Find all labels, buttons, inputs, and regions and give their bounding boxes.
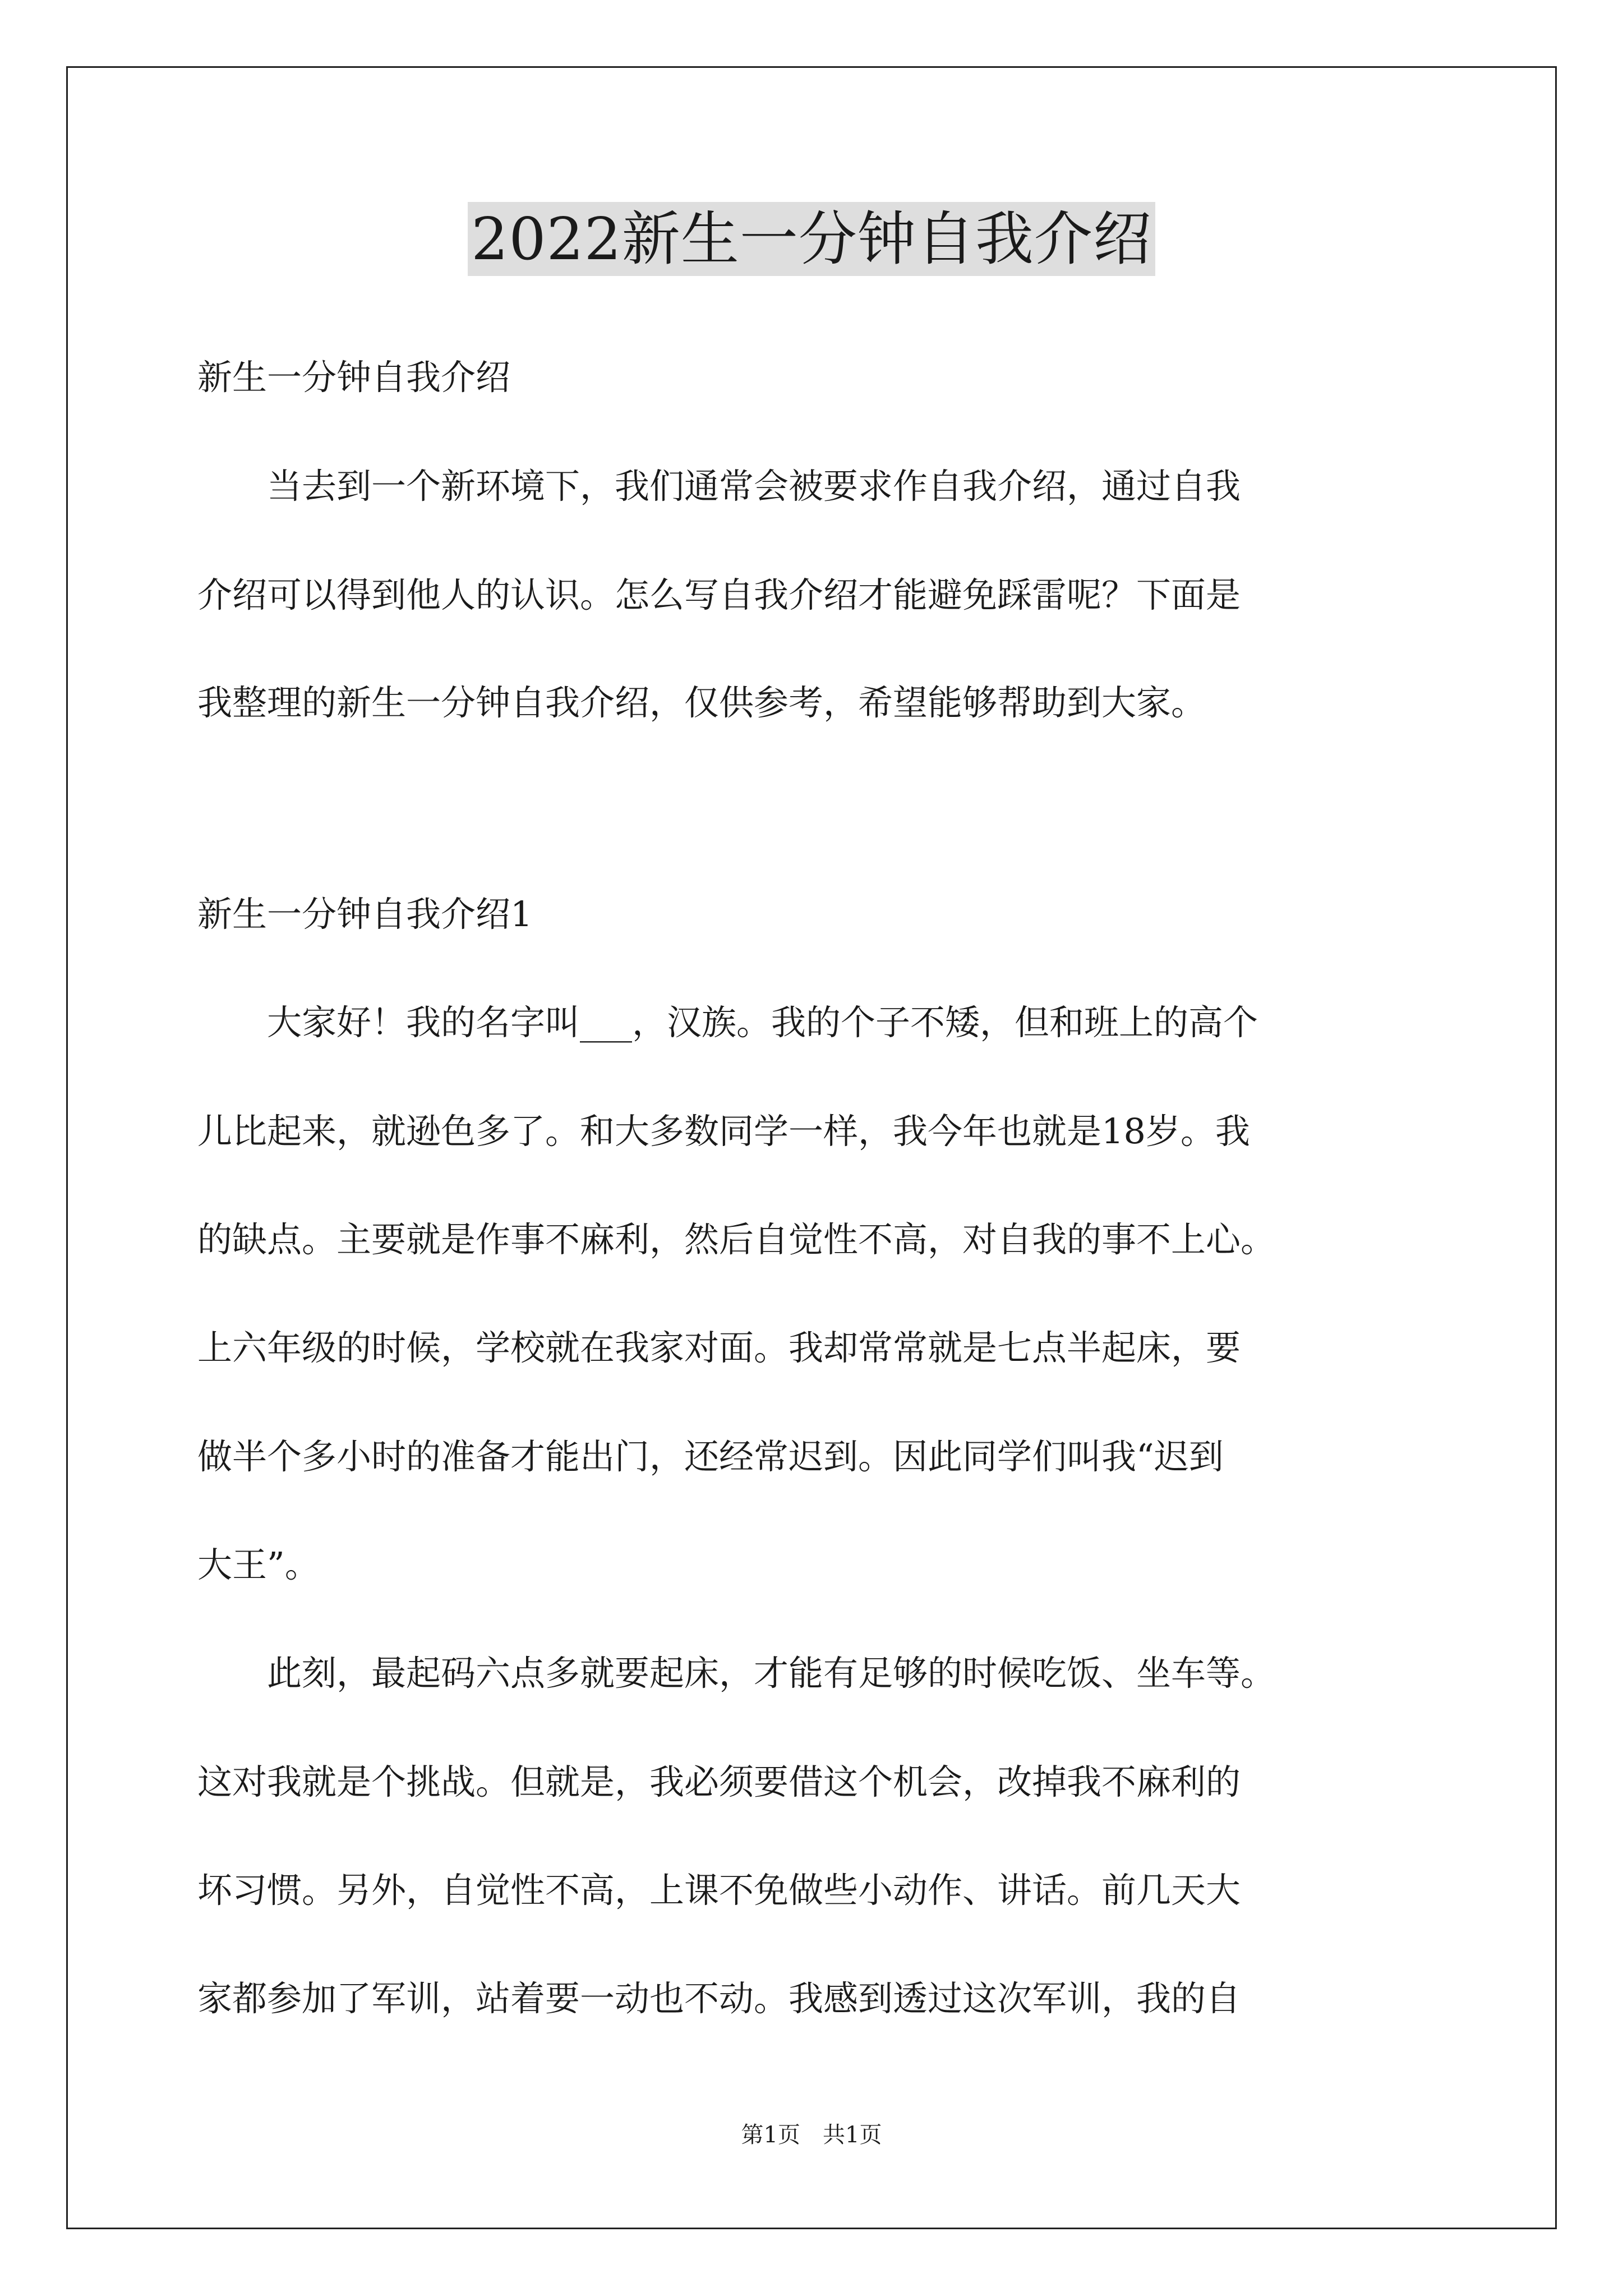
body-line-3: 的缺点。主要就是作事不麻利，然后自觉性不高，对自我的事不上心。 <box>197 1219 1276 1260</box>
title-container <box>0 202 1623 276</box>
body-line-7: 此刻，最起码六点多就要起床，才能有足够的时候吃饭、坐车等。 <box>197 1653 1276 1694</box>
body-line-5: 做半个多小时的准备才能出门，还经常迟到。因此同学们叫我“迟到 <box>197 1436 1224 1477</box>
body-line-intro-3: 我整理的新生一分钟自我介绍，仅供参考，希望能够帮助到大家。 <box>197 682 1206 723</box>
document-title: 2022新生一分钟自我介绍 <box>468 202 1155 276</box>
body-line-9: 坏习惯。另外，自觉性不高，上课不免做些小动作、讲话。前几天大 <box>197 1870 1241 1911</box>
body-line-1: 大家好！我的名字叫___，汉族。我的个子不矮，但和班上的高个 <box>197 1002 1258 1043</box>
body-line-10: 家都参加了军训，站着要一动也不动。我感到透过这次军训，我的自 <box>197 1978 1241 2019</box>
section-heading: 新生一分钟自我介绍1 <box>197 894 533 935</box>
body-line-intro-1: 当去到一个新环境下，我们通常会被要求作自我介绍，通过自我 <box>197 466 1241 507</box>
page-number: 第1页 共1页 <box>741 2122 882 2148</box>
body-line-6: 大王”。 <box>197 1544 320 1585</box>
body-line-2: 儿比起来，就逊色多了。和大多数同学一样，我今年也就是18岁。我 <box>197 1111 1250 1152</box>
body-line-4: 上六年级的时候，学校就在我家对面。我却常常就是七点半起床，要 <box>197 1327 1241 1368</box>
body-line-intro-2: 介绍可以得到他人的认识。怎么写自我介绍才能避免踩雷呢？下面是 <box>197 574 1241 615</box>
subtitle-line: 新生一分钟自我介绍 <box>197 357 511 398</box>
body-line-8: 这对我就是个挑战。但就是，我必须要借这个机会，改掉我不麻利的 <box>197 1761 1241 1802</box>
